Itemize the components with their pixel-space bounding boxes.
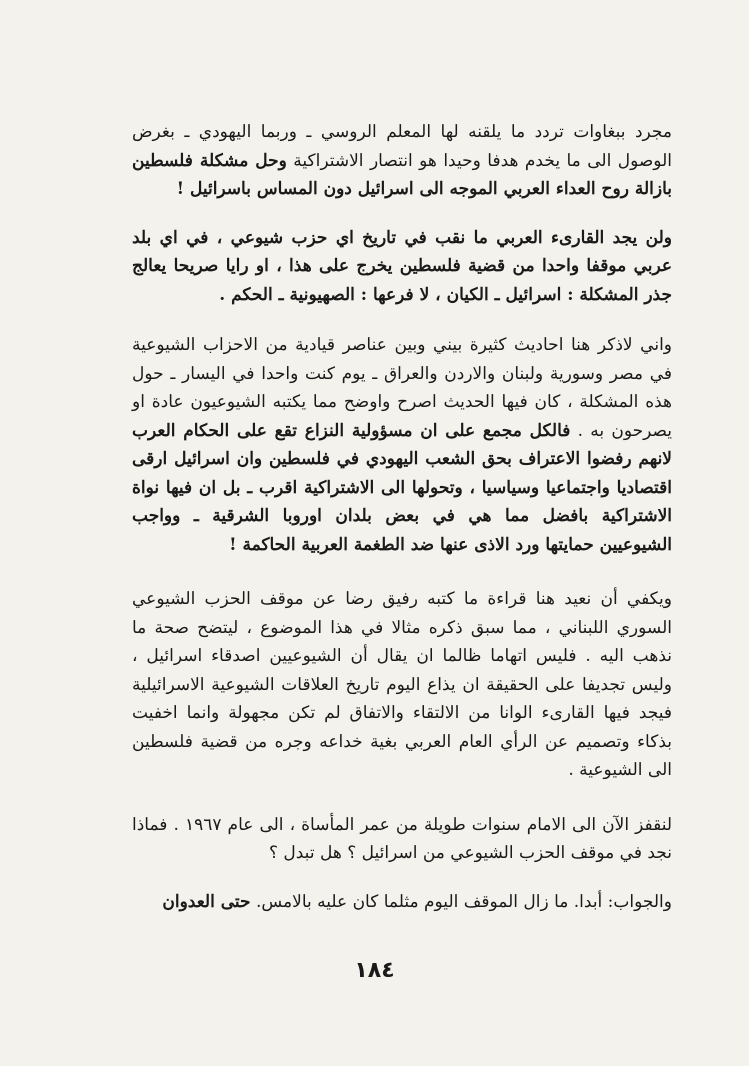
paragraph-6-bold-text: حتى العدوان	[162, 891, 251, 912]
paragraph-6-text: والجواب: أبدا. ما زال الموقف اليوم مثلما كان عليه بالامس.	[250, 891, 672, 912]
paragraph-4	[132, 585, 672, 785]
paragraph-1-text: مجرد ببغاوات تردد ما يلقنه لها المعلم الروسي ـ وربما اليهودي ـ بغرض الوصول الى ما يخدم هدفا وحيدا هو انتصار الاشتراكية	[132, 122, 672, 171]
paragraph-3	[132, 331, 672, 559]
page-number: ١٨٤	[354, 958, 395, 983]
paragraph-2-bold-text: ولن يجد القارىء العربي ما نقب في تاريخ اي حزب شيوعي ، في اي بلد عربي موقفا واحدا من قضية فلسطين يخرج على هذا ، او رايا صريحا يعالج جذر المشكلة : اسرائيل ـ الكيان ، لا فرعها : الصهيونية ـ الحكم .	[132, 227, 672, 305]
paragraph-5-text: لنقفز الآن الى الامام سنوات طويلة من عمر المأساة ، الى عام ١٩٦٧ . فماذا نجد في موقف الحزب الشيوعي من اسرائيل ؟ هل تبدل ؟	[132, 814, 673, 863]
paragraph-6	[132, 888, 672, 917]
paragraph-3-text: واني لاذكر هنا احاديث كثيرة بيني وبين عناصر قيادية من الاحزاب الشيوعية في مصر وسورية ولبنان والاردن والعراق ـ يوم كنت واحدا في اليسار ـ حول هذه المشكلة ، كان فيها الحديث اصرح واوضح مما يكتبه الشيوعيون عادة او يصرحون به .	[132, 335, 672, 441]
paragraph-1	[132, 118, 672, 204]
page-body	[132, 118, 672, 916]
paragraph-5	[132, 811, 672, 868]
paragraph-1-bold-text: وحل مشكلة فلسطين بازالة روح العداء العربي الموجه الى اسرائيل دون المساس باسرائيل !	[132, 150, 672, 199]
paragraph-4-text: ويكفي أن نعيد هنا قراءة ما كتبه رفيق رضا عن موقف الحزب الشيوعي السوري اللبناني ، مما سبق ذكره مثالا في هذا الموضوع ، ليتضح صحة ما نذهب اليه . فليس اتهاما ظالما ان يقال أن الشيوعيين اصدقاء اسرائيل ، وليس تجديفا على الحقيقة ان يذاع اليوم تاريخ العلاقات الشيوعية الاسرائيلية فيجد فيها القارىء الوانا من الالتقاء والاتفاق لم تكن مجهولة وانما اخفيت بذكاء وتصميم عن الرأي العام العربي بغية خداعه وجره من قضية فلسطين الى الشيوعية .	[132, 589, 672, 780]
paragraph-3-bold-text: فالكل مجمع على ان مسؤولية النزاع تقع على الحكام العرب لانهم رفضوا الاعتراف بحق الشعب اليهودي في فلسطين وان اسرائيل ارقى اقتصاديا واجتماعيا وسياسيا ، وتحولها الى الاشتراكية اقرب ـ بل ان فيها نواة الاشتراكية بافضل مما هي في بعض بلدان اوروبا الشرقية ـ وواجب الشيوعيين حمايتها ورد الاذى عنها ضد الطغمة العربية الحاكمة !	[132, 420, 672, 555]
paragraph-2	[132, 224, 672, 310]
